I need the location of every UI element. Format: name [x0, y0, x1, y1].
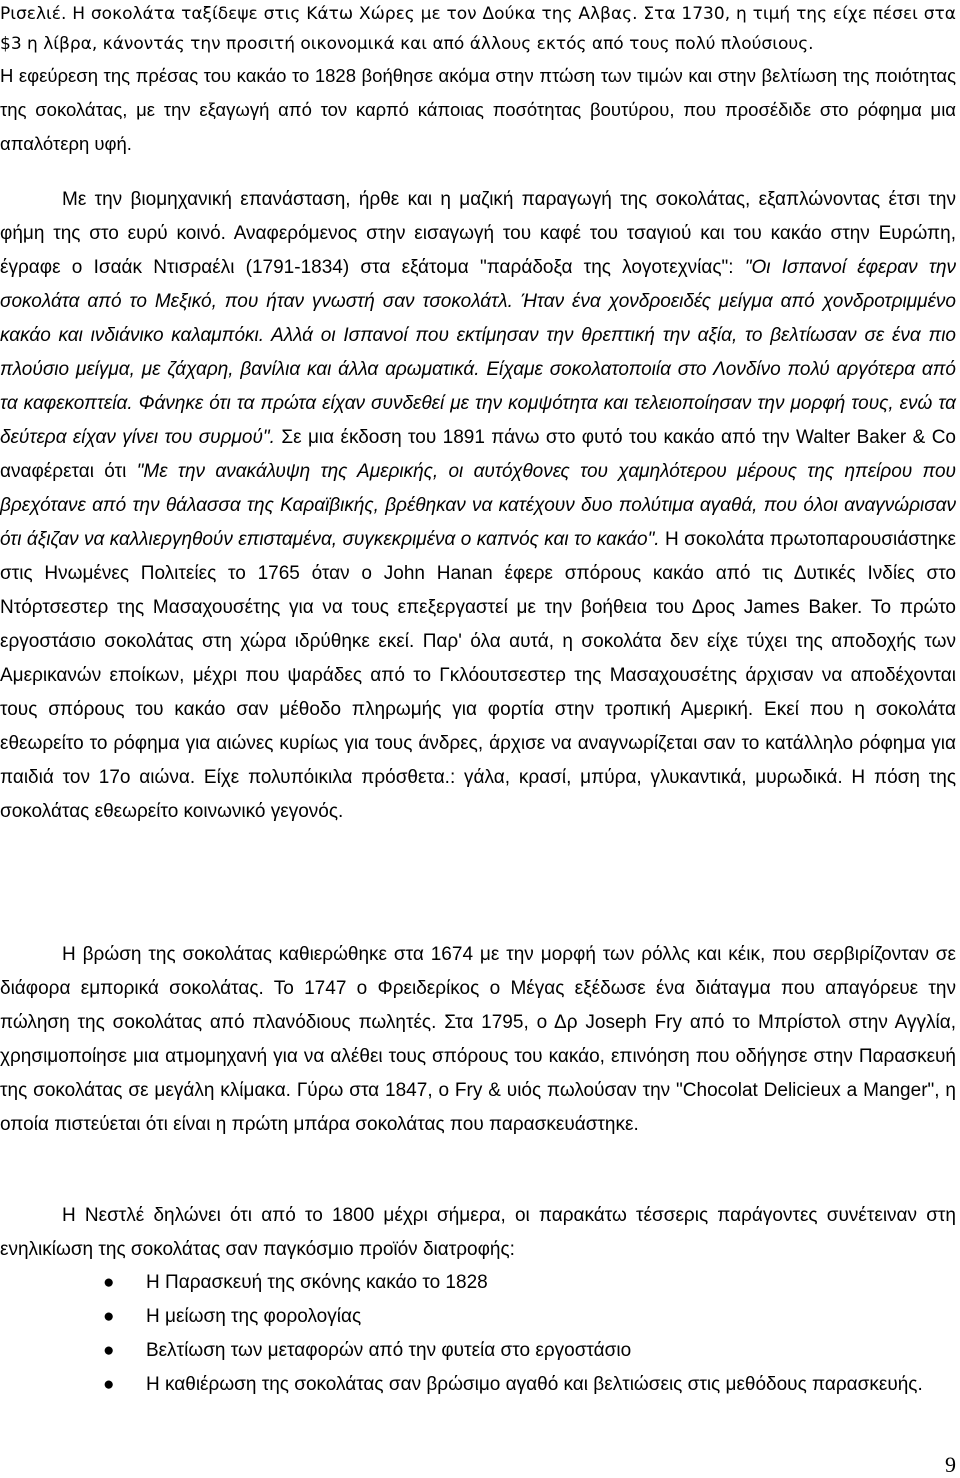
paragraph-text: Η βρώση της σοκολάτας καθιερώθηκε στα 1674 με την μορφή των ρόλλς και κέικ, που σερβιρίζονταν σε διάφορα εμπορικά σοκολάτας. Το 1747 ο Φρειδερίκος ο Μέγας εξέδωσε ένα διάταγμα που απαγόρευε την πώληση της σοκολάτας από πλανόδιους πωλητές. Στα 1795, ο Δρ Joseph Fry από το Μπρίστολ στην Αγγλία, χρησιμοποίησε μια ατμομηχανή για να αλέθει τους σπόρους του κακάο, επινόηση που οδήγησε στην Παρασκευή της σοκολάτας σε μεγάλη κλίμακα. Γύρω στα 1847, ο Fry & υιός πωλούσαν την "Chocolat Delicieux a Manger", η οποία πιστεύεται ότι είναι η πρώτη μπάρα σοκολάτας που παρασκευάστηκε.: [0, 944, 956, 1135]
paragraph-text: Η σοκολάτα πρωτοπαρουσιάστηκε στις Ηνωμένες Πολιτείες το 1765 όταν ο John Hanan έφερε σπόρους κακάο από τις Δυτικές Ινδίες στο Ντόρτσεστερ της Μασαχουσέτης για να τους επεξεργαστεί με την βοήθεια του Δρος James Baker. Το πρώτο εργοστάσιο σοκολάτας στη χώρα ιδρύθηκε εκεί. Παρ' όλα αυτά, η σοκολάτα δεν είχε τύχει της αποδοχής των Αμερικανών εποίκων, μέχρι που ψαράδες από το Γκλόουτσεστερ της Μασαχουσέτης άρχισαν να αποδέχονται τους σπόρους του κακάο σαν μέθοδο πληρωμής για φορτία στην τροπική Αμερική. Εκεί που η σοκολάτα εθεωρείτο το ρόφημα για αιώνες κυρίως για τους άνδρες, άρχισε να αναγνωρίζεται σαν το κατάλληλο ρόφημα για παιδιά τον 17ο αιώνα. Είχε πολυπόικιλα πρόσθετα.: γάλα, κρασί, μπύρα, γλυκαντικά, μυρωδικά. Η πόση της σοκολάτας εθεωρείτο κοινωνικό γεγονός.: [0, 529, 956, 822]
bullet-icon: ●: [103, 1340, 115, 1361]
paragraph-text: Η Νεστλέ δηλώνει ότι από το 1800 μέχρι σήμερα, οι παρακάτω τέσσερις παράγοντες συνέτειναν στη ενηλικίωση της σοκολάτας σαν παγκόσμιο προϊόν διατροφής:: [0, 1205, 956, 1260]
bullet-icon: ●: [103, 1272, 115, 1293]
paragraph-intro: [0, 0, 956, 59]
paragraph-text: Σε μια έκδοση του 1891 πάνω στο φυτό του κακάο από την Walter Baker & Co αναφέρεται ότι: [0, 427, 956, 482]
paragraph-industrial-revolution: [0, 183, 956, 829]
quote-walter-baker: "Με την ανακάλυψη της Αμερικής, οι αυτόχθονες του χαμηλότερου μέρους της ηπείρου που βρεχότανε από την θάλασσα της Καραϊβικής, βρέθηκαν να κατέχουν δυο πολύτιμα αγαθά, που όλοι αναγνώρισαν ότι άξιζαν να καλλιεργηθούν επισταμένα, συγκεκριμένα ο καπνός και το κακάο".: [0, 461, 957, 550]
page-number: 9: [945, 1452, 956, 1477]
list-item-text: Βελτίωση των μεταφορών από την φυτεία στο εργοστάσιο: [146, 1340, 632, 1361]
list-item: [0, 1266, 956, 1300]
paragraph-chocolate-eating: [0, 938, 956, 1142]
paragraph-intro-text: Ρισελιέ. Η σοκολάτα ταξίδεψε στις Κάτω Χώρες με τον Δούκα της Αλβας. Στα 1730, η τιμή της είχε πέσει στα $3 η λίβρα, κάνοντάς την προσιτή οικονομικά και από άλλους εκτός από τους πολύ πλούσιους.: [0, 4, 956, 54]
quote-disraeli: "Οι Ισπανοί έφεραν την σοκολάτα από το Μεξικό, που ήταν γνωστή σαν τσοκολάτλ. Ήταν ένα χονδροειδές μείγμα από χονδροτριμμένο κακάο και ινδιάνικο καλαμπόκι. Αλλά οι Ισπανοί που εκτίμησαν την θρεπτική την αξία, το βελτίωσαν σε ένα πιο πλούσιο μείγμα, με ζάχαρη, βανίλια και άλλα αρωματικά. Είχαμε σοκολατοποιία στο Λονδίνο πολύ αργότερα από τα καφεκοπτεία. Φάνηκε ότι τα πρώτα είχαν συνδεθεί με την κομψότητα και τελειοποίησαν την μορφή τους, ενώ τα δεύτερα είχαν γίνει του συρμού".: [0, 257, 956, 448]
paragraph-text: Με την βιομηχανική επανάσταση, ήρθε και η μαζική παραγωγή της σοκολάτας, εξαπλώνοντας έτσι την φήμη της στο ευρύ κοινό. Αναφερόμενος στην εισαγωγή του καφέ του τσαγιού και του κακάο στην Ευρώπη, έγραφε ο Ισαάκ Ντισραέλι (1791-1834) στα εξάτομα "παράδοξα της λογοτεχνίας":: [0, 189, 956, 278]
list-item: [0, 1368, 956, 1402]
factors-list: [0, 1266, 956, 1402]
list-item: [0, 1334, 956, 1368]
list-item-text: Η Παρασκευή της σκόνης κακάο το 1828: [146, 1272, 488, 1293]
list-item-text: Η μείωση της φορολογίας: [146, 1306, 362, 1327]
paragraph-press-text: Η εφεύρεση της πρέσας του κακάο το 1828 βοήθησε ακόμα στην πτώση των τιμών και στην βελτίωση της ποιότητας της σοκολάτας, με την εξαγωγή από τον καρπό κάποιας ποσότητας βουτύρου, που προσέδιδε στο ρόφημα μια απαλότερη υφή.: [0, 65, 956, 154]
bullet-icon: ●: [103, 1306, 115, 1327]
bullet-icon: ●: [103, 1374, 115, 1395]
paragraph-press: [0, 59, 956, 161]
list-item-text: Η καθιέρωση της σοκολάτας σαν βρώσιμο αγαθό και βελτιώσεις στις μεθόδους παρασκευής.: [146, 1374, 923, 1395]
list-item: [0, 1300, 956, 1334]
paragraph-nestle: [0, 1199, 956, 1267]
